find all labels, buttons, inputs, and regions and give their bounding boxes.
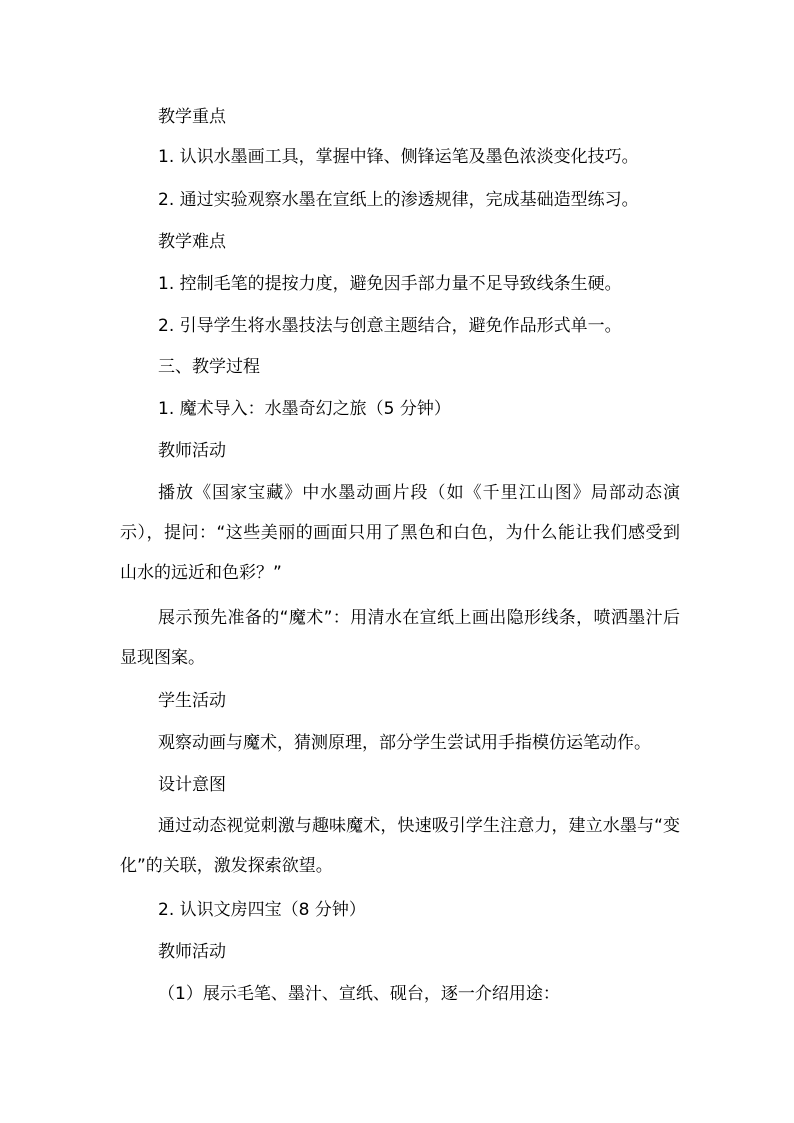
focus-item-2: 2. 通过实验观察水墨在宣纸上的渗透规律，完成基础造型练习。 bbox=[158, 190, 639, 210]
heading-teaching-difficulty: 教学难点 bbox=[158, 232, 226, 252]
heading-teaching-focus: 教学重点 bbox=[158, 107, 226, 127]
teacher-activity-label-1: 教师活动 bbox=[158, 441, 226, 461]
design-intent-text: 通过动态视觉刺激与趣味魔术，快速吸引学生注意力，建立水墨与“变化”的关联，激发探索欲望。 bbox=[120, 816, 680, 876]
teacher-activity-text-1: 播放《国家宝藏》中水墨动画片段（如《千里江山图》局部动态演示），提问：“这些美丽的画面只用了黑色和白色，为什么能让我们感受到山水的远近和色彩？” bbox=[120, 483, 680, 583]
difficulty-item-1: 1. 控制毛笔的提按力度，避免因手部力量不足导致线条生硬。 bbox=[158, 274, 622, 294]
design-intent-label: 设计意图 bbox=[158, 775, 226, 795]
teacher-activity-text-3: （1）展示毛笔、墨汁、宣纸、砚台，逐一介绍用途： bbox=[158, 984, 560, 1004]
difficulty-item-2: 2. 引导学生将水墨技法与创意主题结合，避免作品形式单一。 bbox=[158, 316, 622, 336]
teacher-activity-label-2: 教师活动 bbox=[158, 942, 226, 962]
teacher-activity-text-2: 展示预先准备的“魔术”：用清水在宣纸上画出隐形线条，喷洒墨汁后显现图案。 bbox=[120, 608, 680, 668]
step-1-heading: 1. 魔术导入：水墨奇幻之旅（5 分钟） bbox=[158, 399, 451, 419]
section-heading-teaching-process: 三、教学过程 bbox=[158, 357, 260, 377]
step-2-heading: 2. 认识文房四宝（8 分钟） bbox=[158, 900, 366, 920]
student-activity-text: 观察动画与魔术，猜测原理，部分学生尝试用手指模仿运笔动作。 bbox=[158, 733, 651, 753]
student-activity-label: 学生活动 bbox=[158, 691, 226, 711]
focus-item-1: 1. 认识水墨画工具，掌握中锋、侧锋运笔及墨色浓淡变化技巧。 bbox=[158, 147, 639, 167]
